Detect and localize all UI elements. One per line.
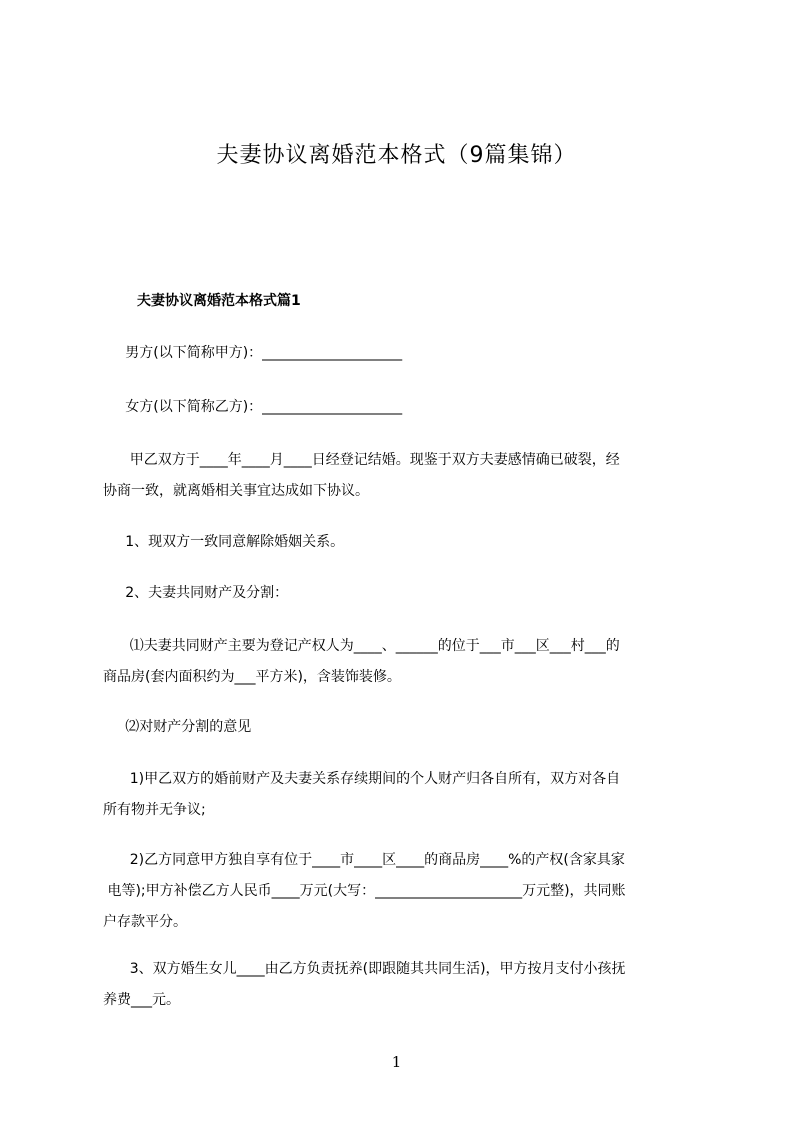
section-title: 夫妻协议离婚范本格式篇1 — [137, 293, 301, 309]
clause-2-2-1: 1)甲乙双方的婚前财产及夫妻关系存续期间的个人财产归各自所有，双方对各自 所有物并无争议; — [103, 771, 621, 818]
marriage-paragraph: 甲乙双方于____年____月____日经登记结婚。现鉴于双方夫妻感情确已破裂，经 协商一致，就离婚相关事宜达成如下协议。 — [103, 452, 620, 499]
clause-2-1: ⑴夫妻共同财产主要为登记产权人为____、______的位于___市___区___村___的 商品房(套内面积约为___平方米)，含装饰装修。 — [103, 638, 620, 685]
party-a-line: 男方(以下简称甲方)：____________________ — [103, 345, 403, 361]
clause-3: 3、双方婚生女儿____由乙方负责抚养(即跟随其共同生活)，甲方按月支付小孩抚 养费___元。 — [103, 961, 626, 1008]
clause-2-2: ⑵对财产分割的意见 — [103, 719, 252, 735]
clause-2: 2、夫妻共同财产及分割： — [103, 585, 289, 601]
clause-1: 1、现双方一致同意解除婚姻关系。 — [103, 534, 345, 550]
page-number: 1 — [391, 1053, 402, 1071]
party-b-line: 女方(以下简称乙方)：____________________ — [103, 399, 403, 415]
document-title: 夫妻协议离婚范本格式（9篇集锦） — [216, 143, 577, 168]
clause-2-2-2: 2)乙方同意甲方独自享有位于____市____区____的商品房____%的产权(含家具家 电等);甲方补偿乙方人民币____万元(大写：_____________________万元整)，共同账 户存款平分。 — [103, 852, 626, 930]
